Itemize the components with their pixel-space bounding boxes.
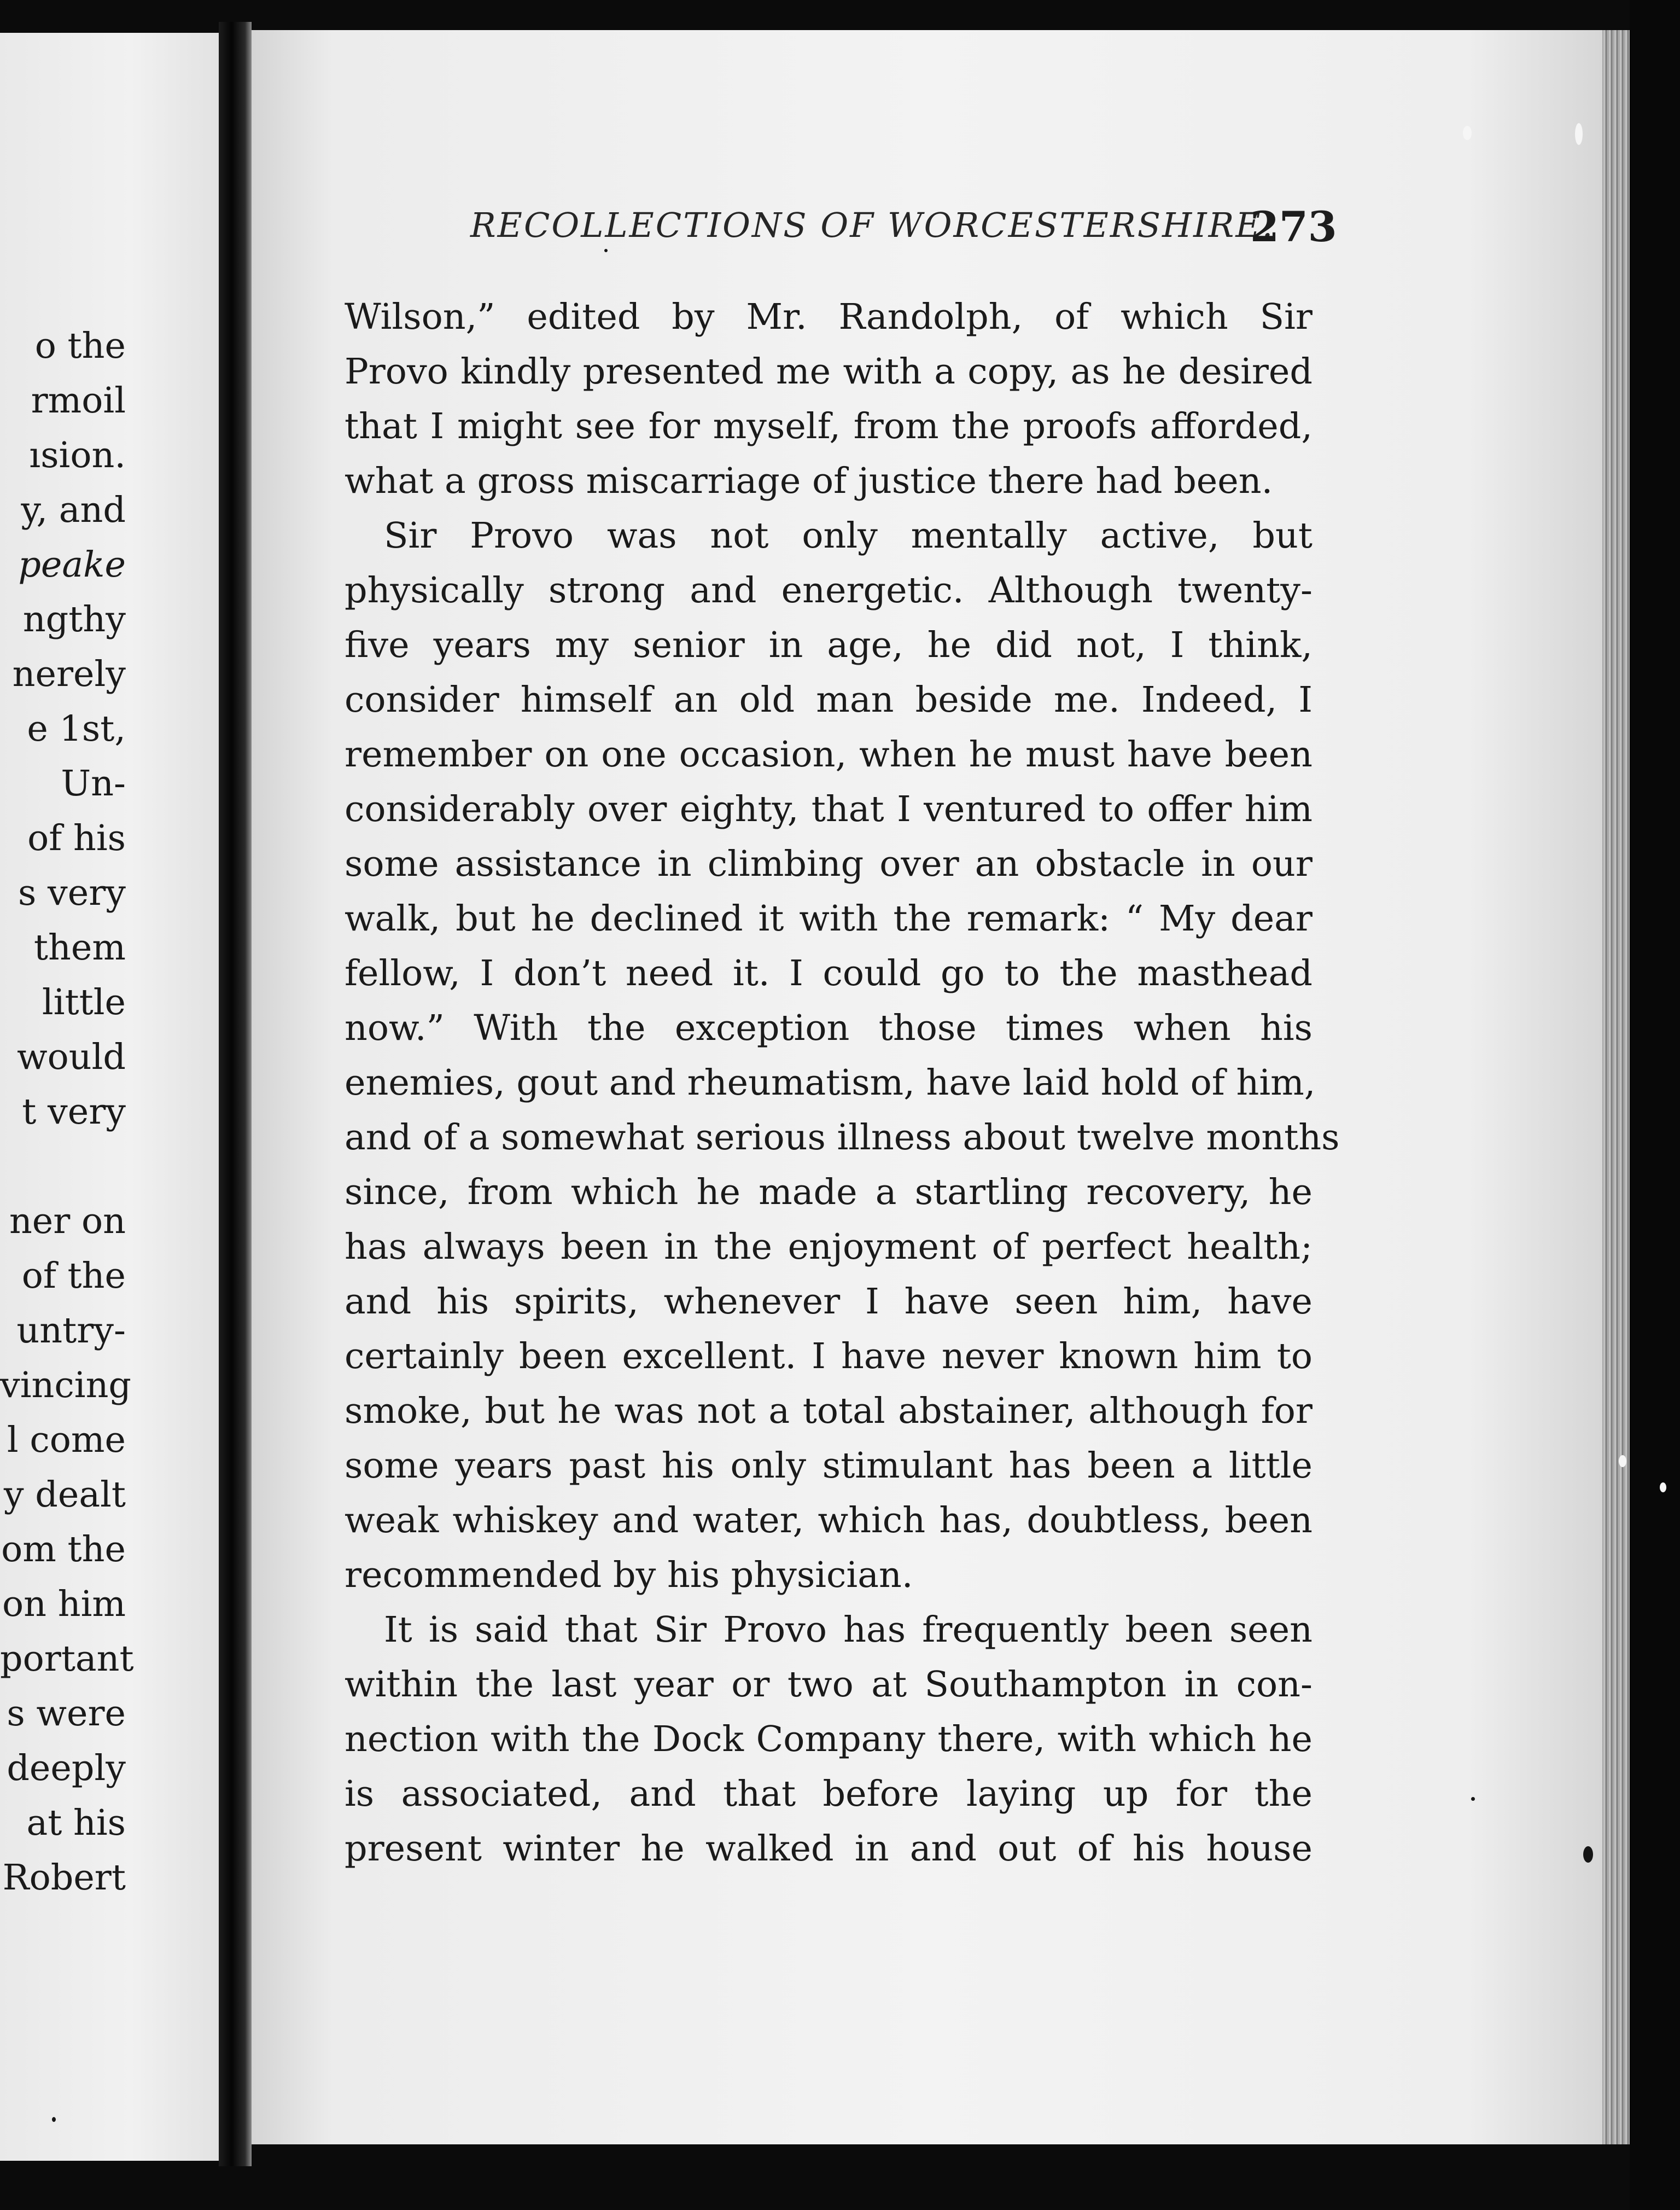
text-line: and of a somewhat serious illness about twelve months [345,1117,1340,1158]
text-line: Sir Provo was not only mentally active, but [384,515,1312,556]
left-page-line: little [42,982,126,1023]
left-page-line: Un- [61,763,126,804]
left-page-line: ner on [9,1201,126,1242]
left-page-line: them [33,927,126,968]
text-line: and his spirits, whenever I have seen him, have [345,1281,1312,1322]
scan-speck [1660,1482,1666,1492]
scan-speck [1619,1455,1626,1467]
left-page-line: ısion. [29,435,126,476]
left-page-line: y dealt [3,1474,126,1515]
left-page-line: l come [7,1420,126,1461]
text-line: physically strong and energetic. Although twenty- [345,570,1312,611]
text-line: that I might see for myself, from the proofs afforded, [345,406,1312,447]
page-number: 273 [1250,202,1337,251]
left-page-line: of the [21,1255,126,1296]
left-page-line: e 1st, [27,708,126,749]
text-line: now.” With the exception those times when his [345,1008,1312,1049]
text-line: enemies, gout and rheumatism, have laid hold of him, [345,1062,1316,1103]
left-page-line: vincing [0,1365,132,1406]
text-line: some assistance in climbing over an obstacle in our [345,844,1312,885]
left-page-line: Robert [2,1857,126,1898]
text-line: It is said that Sir Provo has frequently been seen [384,1609,1312,1650]
text-line: since, from which he made a startling recovery, he [345,1172,1312,1213]
left-page-line [0,1139,126,1194]
running-header: RECOLLECTIONS OF WORCESTERSHIRE. [470,205,1275,245]
left-page-line: rmoil [31,380,126,421]
text-line: weak whiskey and water, which has, doubtless, been [345,1500,1312,1541]
text-line: nection with the Dock Company there, with which he [345,1719,1312,1760]
left-page-line: untry- [16,1310,126,1351]
text-line: Provo kindly presented me with a copy, as he desired [345,351,1312,392]
text-line: five years my senior in age, he did not, I think, [345,625,1312,666]
body-text [345,290,1340,1876]
text-line: consider himself an old man beside me. Indeed, I [345,679,1312,720]
text-line: considerably over eighty, that I ventured to offer him [345,789,1312,830]
left-page-line: om the [1,1529,126,1570]
text-line: walk, but he declined it with the remark: “ My dear [345,898,1312,939]
left-page-line: t very [22,1091,126,1132]
text-line: certainly been excellent. I have never known him to [345,1336,1312,1377]
left-page-line: would [16,1037,126,1078]
scan-speck [52,2117,56,2122]
text-line: smoke, but he was not a total abstainer, although for [345,1391,1312,1432]
scan-speck [1471,1797,1475,1801]
scan-speck [604,249,608,252]
left-page-line: at his [26,1802,126,1843]
left-page-line: deeply [7,1748,126,1789]
left-page-line: s very [18,873,126,914]
text-line: is associated, and that before laying up for the [345,1773,1312,1814]
scan-speck [1575,123,1583,145]
text-line: what a gross miscarriage of justice there had been. [345,461,1273,502]
left-page-line: s were [7,1693,126,1734]
left-page-line: on him [2,1584,126,1625]
left-page-line: of his [27,818,126,859]
left-page-line: ngthy [22,599,126,640]
text-line: fellow, I don’t need it. I could go to the masthead [345,953,1312,994]
text-line: within the last year or two at Southampton in con- [345,1664,1312,1705]
text-line: some years past his only stimulant has been a little [345,1445,1312,1486]
left-page-line: portant [0,1638,134,1679]
text-line: Wilson,” edited by Mr. Randolph, of which Sir [345,296,1312,338]
left-page-line: nerely [12,654,126,695]
scan-border [1630,0,1680,2210]
text-line: has always been in the enjoyment of perfect health; [345,1226,1312,1267]
text-line: remember on one occasion, when he must have been [345,734,1312,775]
left-facing-page [0,33,219,2161]
left-page-text [0,319,134,1905]
left-page-line: y, and [21,490,126,531]
left-page-line: o the [34,325,126,367]
scan-speck [1583,1846,1593,1863]
text-line: recommended by his physician. [345,1555,913,1596]
book-gutter [219,22,252,2166]
text-line: present winter he walked in and out of his house [345,1828,1312,1869]
left-page-line: peake [18,544,126,585]
scan-speck [1463,126,1472,140]
page-edges [1602,30,1630,2144]
